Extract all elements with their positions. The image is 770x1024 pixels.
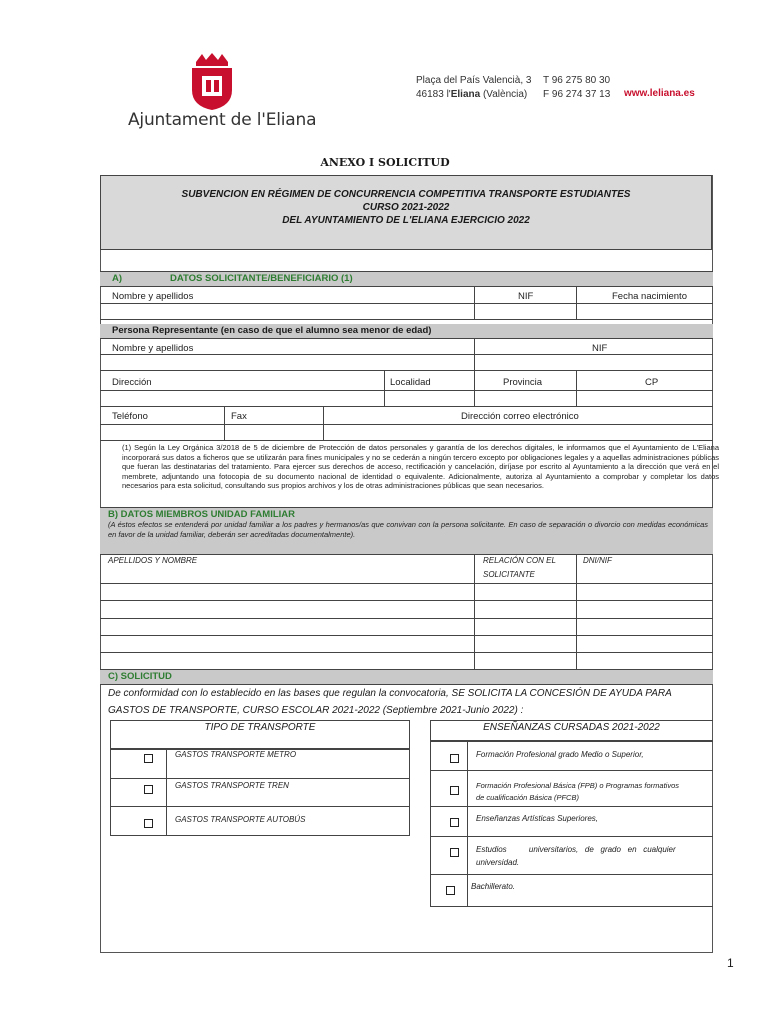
arts-checkbox[interactable]: [450, 814, 459, 832]
applicant-name-label: Nombre y apellidos: [112, 291, 194, 302]
representative-header: [100, 324, 713, 338]
transport-type-header: TIPO DE TRANSPORTE: [204, 722, 316, 733]
university-option-label-line2: universidad.: [476, 858, 520, 867]
section-a-header: [100, 272, 713, 286]
bus-option-label: GASTOS TRANSPORTE AUTOBÚS: [175, 815, 306, 824]
relation-col-line1: RELACIÓN CON EL: [483, 556, 556, 565]
email-field[interactable]: [324, 425, 712, 439]
phone: T 96 275 80 30: [543, 75, 611, 86]
form-header: [100, 175, 712, 250]
arts-option-label: Enseñanzas Artísticas Superiores,: [476, 814, 598, 823]
locality-field[interactable]: [385, 391, 473, 405]
section-b-note: (A éstos efectos se entenderá por unidad familiar a los padres y hermanos/as que convivan con la persona solicitante. En caso de separación o divorcio con medidas económicas en favor de la unidad familiar, deberán ser acreditadas documentalmente).: [108, 520, 708, 539]
applicant-name-field[interactable]: [101, 304, 473, 318]
locality-label: Localidad: [390, 377, 431, 388]
applicant-nif-label: NIF: [518, 291, 534, 302]
org-name: Ajuntament de l'Eliana: [128, 110, 317, 130]
birthdate-label: Fecha nacimiento: [612, 291, 687, 302]
form-header-line3: DEL AYUNTAMIENTO DE L'ELIANA EJERCICIO 2022: [282, 215, 530, 226]
data-protection-notice: (1) Según la Ley Orgánica 3/2018 de 5 de diciembre de Protección de datos personales y garantía de los derechos digitales, le informamos que el Ayuntamiento de L'Eliana incorporará sus datos a ficheros que se utilizarán para fines municipales y no se cederán a ningún tercero excepto por obligaciones legales y a aquellas administraciones públicas que fueran las destinatarias del tratamiento. Para ejercer sus derechos de acceso, rectificación y cancelación, diríjase por escrito al Ayuntamiento a la dirección que verá en el membrete, adjuntando una fotocopia de su documento nacional de identidad o equivalente. Adicionalmente, autoriza al Ayuntamiento a comprobar y completar los datos necesarios para esta solicitud, consultando sus propios archivos y los de otras administraciones públicas que sean necesarios.: [122, 443, 719, 490]
address-block: [416, 74, 531, 102]
university-option-label-line1: Estudios universitarios, de grado en cualquier: [476, 845, 676, 854]
request-intro-line2: GASTOS DE TRANSPORTE, CURSO ESCOLAR 2021-2022 (Septiembre 2021-Junio 2022) :: [108, 705, 524, 716]
fp-checkbox[interactable]: [450, 750, 459, 768]
postal-code-field[interactable]: [577, 391, 712, 405]
rep-name-field[interactable]: [101, 355, 473, 369]
metro-checkbox[interactable]: [144, 750, 153, 768]
eliana-coat-of-arms-logo: [184, 52, 240, 112]
address-line2: 46183 l'Eliana (València): [416, 89, 528, 100]
section-a-title: DATOS SOLICITANTE/BENEFICIARIO (1): [170, 273, 353, 284]
address-line1: Plaça del País Valencià, 3: [416, 75, 532, 86]
metro-option-label: GASTOS TRANSPORTE METRO: [175, 750, 297, 759]
email-label: Dirección correo electrónico: [461, 411, 579, 422]
family-name-col: APELLIDOS Y NOMBRE: [108, 556, 198, 565]
studies-header: ENSEÑANZAS CURSADAS 2021-2022: [483, 722, 660, 733]
applicant-nif-field[interactable]: [475, 304, 575, 318]
document-title: ANEXO I SOLICITUD: [320, 156, 450, 169]
university-checkbox[interactable]: [450, 844, 459, 862]
address-field[interactable]: [101, 391, 383, 405]
phone-label: Teléfono: [112, 411, 148, 422]
province-field[interactable]: [475, 391, 575, 405]
rep-nif-label: NIF: [592, 343, 608, 354]
fp-option-label: Formación Profesional grado Medio o Superior,: [476, 750, 644, 759]
relation-col-line2: SOLICITANTE: [483, 570, 535, 579]
birthdate-field[interactable]: [577, 304, 712, 318]
rep-nif-field[interactable]: [475, 355, 712, 369]
fax-label: Fax: [231, 411, 247, 422]
section-c-title: C) SOLICITUD: [108, 671, 172, 682]
fpb-checkbox[interactable]: [450, 782, 459, 800]
province-label: Provincia: [503, 377, 543, 388]
phone-field[interactable]: [101, 425, 223, 439]
fax-number: F 96 274 37 13: [543, 89, 611, 100]
family-members-table-body[interactable]: [101, 584, 712, 669]
bachillerato-option-label: Bachillerato.: [471, 882, 516, 891]
section-c-header: [100, 670, 713, 684]
bus-checkbox[interactable]: [144, 815, 153, 833]
form-header-line2: CURSO 2021-2022: [362, 202, 450, 213]
representative-title: Persona Representante (en caso de que el alumno sea menor de edad): [112, 325, 432, 336]
fpb-option-label-line2: de cualificación Básica (PFCB): [476, 793, 579, 802]
dni-col: DNI/NIF: [583, 556, 612, 565]
rep-name-label: Nombre y apellidos: [112, 343, 194, 354]
page-number: 1: [727, 956, 734, 970]
bachillerato-checkbox[interactable]: [446, 882, 455, 900]
fpb-option-label-line1: Formación Profesional Básica (FPB) o Programas formativos: [476, 781, 679, 790]
contact-block: [543, 74, 610, 102]
section-b-title: B) DATOS MIEMBROS UNIDAD FAMILIAR: [108, 509, 296, 520]
train-option-label: GASTOS TRANSPORTE TREN: [175, 781, 289, 790]
section-a-letter: A): [112, 273, 123, 284]
train-checkbox[interactable]: [144, 781, 153, 799]
postal-code-label: CP: [645, 377, 659, 388]
form-header-line1: SUBVENCION EN RÉGIMEN DE CONCURRENCIA COMPETITIVA TRANSPORTE ESTUDIANTES: [181, 189, 631, 200]
request-intro-line1: De conformidad con lo establecido en las bases que regulan la convocatoria, SE SOLICITA LA CONCESIÓN DE AYUDA PARA: [108, 688, 672, 699]
website-link[interactable]: www.leliana.es: [624, 88, 695, 99]
fax-field[interactable]: [225, 425, 322, 439]
section-b-header: [100, 508, 713, 554]
address-label: Dirección: [112, 377, 152, 388]
